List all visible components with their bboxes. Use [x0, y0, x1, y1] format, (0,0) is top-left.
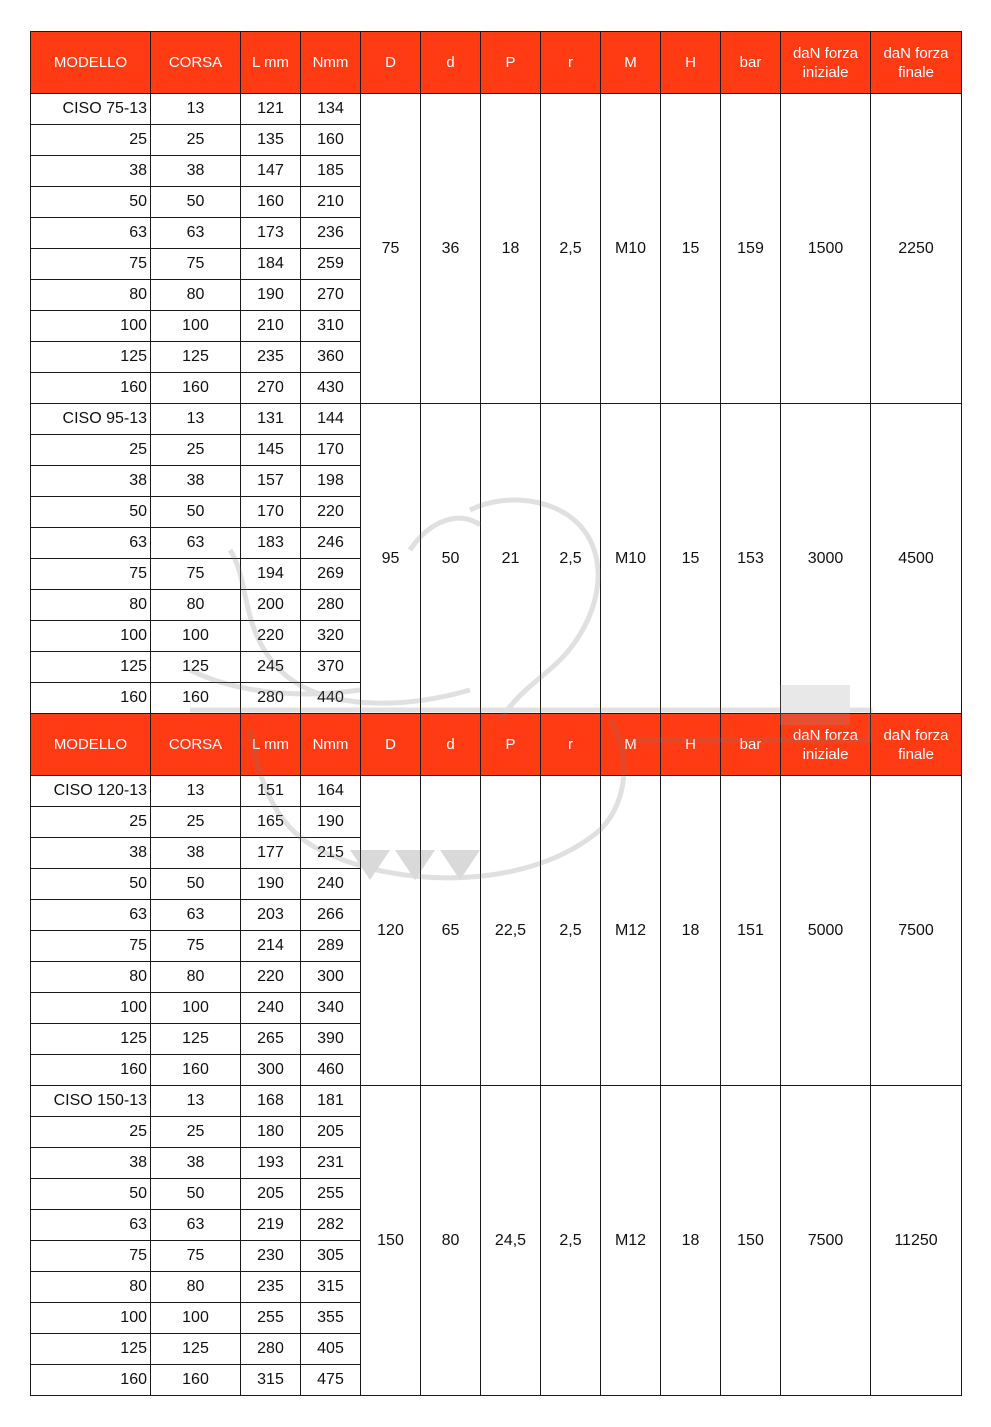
model-cell: 100: [31, 311, 151, 342]
model-cell: CISO 95-13: [31, 404, 151, 435]
l-mm-cell: 300: [241, 1055, 301, 1086]
table-row: [31, 404, 962, 435]
corsa-cell: 50: [151, 869, 241, 900]
nmm-cell: 300: [301, 962, 361, 993]
nmm-cell: 370: [301, 652, 361, 683]
table-row: [31, 94, 962, 125]
corsa-cell: 63: [151, 900, 241, 931]
l-mm-cell: 235: [241, 1272, 301, 1303]
l-mm-cell: 315: [241, 1365, 301, 1396]
corsa-cell: 50: [151, 497, 241, 528]
l-mm-cell: 183: [241, 528, 301, 559]
spec-bar: 151: [721, 776, 781, 1086]
header-col-P: P: [481, 32, 541, 94]
corsa-cell: 160: [151, 683, 241, 714]
model-cell: 125: [31, 1334, 151, 1365]
nmm-cell: 220: [301, 497, 361, 528]
spec-D: 120: [361, 776, 421, 1086]
spec-P: 18: [481, 94, 541, 404]
spec-forza-finale: 4500: [871, 404, 962, 714]
model-cell: 100: [31, 993, 151, 1024]
header-col-modello: MODELLO: [31, 714, 151, 776]
corsa-cell: 38: [151, 156, 241, 187]
header-col-forza-finale: daN forza finale: [871, 714, 962, 776]
nmm-cell: 231: [301, 1148, 361, 1179]
spec-forza-finale: 11250: [871, 1086, 962, 1396]
corsa-cell: 13: [151, 94, 241, 125]
corsa-cell: 125: [151, 342, 241, 373]
spec-M: M12: [601, 776, 661, 1086]
model-cell: 100: [31, 621, 151, 652]
nmm-cell: 269: [301, 559, 361, 590]
nmm-cell: 240: [301, 869, 361, 900]
spec-P: 21: [481, 404, 541, 714]
l-mm-cell: 160: [241, 187, 301, 218]
nmm-cell: 430: [301, 373, 361, 404]
header-col-d: d: [421, 32, 481, 94]
nmm-cell: 236: [301, 218, 361, 249]
corsa-cell: 125: [151, 1334, 241, 1365]
corsa-cell: 160: [151, 1055, 241, 1086]
model-cell: 125: [31, 1024, 151, 1055]
l-mm-cell: 190: [241, 869, 301, 900]
l-mm-cell: 220: [241, 962, 301, 993]
header-col-nmm: Nmm: [301, 32, 361, 94]
nmm-cell: 246: [301, 528, 361, 559]
model-cell: CISO 150-13: [31, 1086, 151, 1117]
nmm-cell: 181: [301, 1086, 361, 1117]
model-cell: 63: [31, 900, 151, 931]
header-col-r: r: [541, 714, 601, 776]
header-col-H: H: [661, 714, 721, 776]
corsa-cell: 25: [151, 807, 241, 838]
nmm-cell: 198: [301, 466, 361, 497]
table-row: [31, 1086, 962, 1117]
l-mm-cell: 245: [241, 652, 301, 683]
l-mm-cell: 180: [241, 1117, 301, 1148]
nmm-cell: 205: [301, 1117, 361, 1148]
l-mm-cell: 280: [241, 1334, 301, 1365]
spec-D: 95: [361, 404, 421, 714]
header-col-nmm: Nmm: [301, 714, 361, 776]
corsa-cell: 125: [151, 652, 241, 683]
l-mm-cell: 165: [241, 807, 301, 838]
corsa-cell: 75: [151, 1241, 241, 1272]
corsa-cell: 25: [151, 435, 241, 466]
spec-d: 50: [421, 404, 481, 714]
model-cell: 38: [31, 838, 151, 869]
l-mm-cell: 121: [241, 94, 301, 125]
nmm-cell: 266: [301, 900, 361, 931]
corsa-cell: 80: [151, 280, 241, 311]
spec-forza-iniziale: 7500: [781, 1086, 871, 1396]
nmm-cell: 190: [301, 807, 361, 838]
l-mm-cell: 220: [241, 621, 301, 652]
header-col-H: H: [661, 32, 721, 94]
header-row: [31, 32, 962, 94]
l-mm-cell: 210: [241, 311, 301, 342]
corsa-cell: 100: [151, 1303, 241, 1334]
model-cell: 75: [31, 559, 151, 590]
spec-H: 18: [661, 1086, 721, 1396]
header-col-D: D: [361, 32, 421, 94]
nmm-cell: 280: [301, 590, 361, 621]
nmm-cell: 320: [301, 621, 361, 652]
corsa-cell: 25: [151, 1117, 241, 1148]
spec-d: 36: [421, 94, 481, 404]
spec-H: 15: [661, 94, 721, 404]
l-mm-cell: 270: [241, 373, 301, 404]
nmm-cell: 255: [301, 1179, 361, 1210]
model-cell: CISO 120-13: [31, 776, 151, 807]
model-cell: 75: [31, 931, 151, 962]
model-cell: CISO 75-13: [31, 94, 151, 125]
corsa-cell: 80: [151, 590, 241, 621]
l-mm-cell: 193: [241, 1148, 301, 1179]
nmm-cell: 215: [301, 838, 361, 869]
spec-forza-iniziale: 3000: [781, 404, 871, 714]
corsa-cell: 160: [151, 1365, 241, 1396]
spec-bar: 150: [721, 1086, 781, 1396]
l-mm-cell: 168: [241, 1086, 301, 1117]
spec-H: 18: [661, 776, 721, 1086]
corsa-cell: 13: [151, 776, 241, 807]
header-col-P: P: [481, 714, 541, 776]
model-cell: 160: [31, 1365, 151, 1396]
model-cell: 38: [31, 156, 151, 187]
model-cell: 80: [31, 590, 151, 621]
header-col-modello: MODELLO: [31, 32, 151, 94]
model-cell: 25: [31, 435, 151, 466]
l-mm-cell: 255: [241, 1303, 301, 1334]
l-mm-cell: 230: [241, 1241, 301, 1272]
model-cell: 25: [31, 1117, 151, 1148]
nmm-cell: 390: [301, 1024, 361, 1055]
model-cell: 25: [31, 807, 151, 838]
corsa-cell: 100: [151, 311, 241, 342]
nmm-cell: 164: [301, 776, 361, 807]
corsa-cell: 100: [151, 621, 241, 652]
model-cell: 50: [31, 187, 151, 218]
corsa-cell: 38: [151, 838, 241, 869]
model-cell: 63: [31, 528, 151, 559]
model-cell: 63: [31, 1210, 151, 1241]
corsa-cell: 25: [151, 125, 241, 156]
header-col-forza-finale: daN forza finale: [871, 32, 962, 94]
nmm-cell: 282: [301, 1210, 361, 1241]
spec-d: 80: [421, 1086, 481, 1396]
nmm-cell: 310: [301, 311, 361, 342]
model-cell: 50: [31, 869, 151, 900]
header-col-forza-iniziale: daN forza iniziale: [781, 32, 871, 94]
corsa-cell: 38: [151, 1148, 241, 1179]
spec-bar: 153: [721, 404, 781, 714]
corsa-cell: 75: [151, 931, 241, 962]
spec-d: 65: [421, 776, 481, 1086]
header-row: [31, 714, 962, 776]
spec-r: 2,5: [541, 776, 601, 1086]
spec-r: 2,5: [541, 94, 601, 404]
nmm-cell: 440: [301, 683, 361, 714]
model-cell: 38: [31, 1148, 151, 1179]
spec-forza-iniziale: 1500: [781, 94, 871, 404]
header-col-d: d: [421, 714, 481, 776]
header-col-forza-iniziale: daN forza iniziale: [781, 714, 871, 776]
l-mm-cell: 135: [241, 125, 301, 156]
spec-P: 24,5: [481, 1086, 541, 1396]
spec-M: M12: [601, 1086, 661, 1396]
nmm-cell: 355: [301, 1303, 361, 1334]
corsa-cell: 50: [151, 187, 241, 218]
corsa-cell: 63: [151, 1210, 241, 1241]
corsa-cell: 13: [151, 404, 241, 435]
spec-forza-finale: 2250: [871, 94, 962, 404]
l-mm-cell: 190: [241, 280, 301, 311]
l-mm-cell: 131: [241, 404, 301, 435]
spec-table: [30, 31, 962, 1396]
l-mm-cell: 184: [241, 249, 301, 280]
spec-P: 22,5: [481, 776, 541, 1086]
corsa-cell: 63: [151, 218, 241, 249]
spec-M: M10: [601, 404, 661, 714]
spec-forza-iniziale: 5000: [781, 776, 871, 1086]
corsa-cell: 50: [151, 1179, 241, 1210]
corsa-cell: 80: [151, 962, 241, 993]
nmm-cell: 210: [301, 187, 361, 218]
spec-r: 2,5: [541, 404, 601, 714]
l-mm-cell: 194: [241, 559, 301, 590]
nmm-cell: 460: [301, 1055, 361, 1086]
l-mm-cell: 240: [241, 993, 301, 1024]
nmm-cell: 170: [301, 435, 361, 466]
header-col-M: M: [601, 714, 661, 776]
l-mm-cell: 145: [241, 435, 301, 466]
nmm-cell: 405: [301, 1334, 361, 1365]
spec-bar: 159: [721, 94, 781, 404]
model-cell: 125: [31, 342, 151, 373]
spec-M: M10: [601, 94, 661, 404]
l-mm-cell: 173: [241, 218, 301, 249]
spec-H: 15: [661, 404, 721, 714]
nmm-cell: 340: [301, 993, 361, 1024]
model-cell: 80: [31, 962, 151, 993]
model-cell: 63: [31, 218, 151, 249]
l-mm-cell: 235: [241, 342, 301, 373]
corsa-cell: 38: [151, 466, 241, 497]
spec-forza-finale: 7500: [871, 776, 962, 1086]
nmm-cell: 144: [301, 404, 361, 435]
spec-table-body: [31, 32, 962, 1396]
corsa-cell: 160: [151, 373, 241, 404]
l-mm-cell: 147: [241, 156, 301, 187]
model-cell: 25: [31, 125, 151, 156]
nmm-cell: 360: [301, 342, 361, 373]
model-cell: 75: [31, 249, 151, 280]
header-col-l-mm: L mm: [241, 714, 301, 776]
header-col-D: D: [361, 714, 421, 776]
nmm-cell: 259: [301, 249, 361, 280]
model-cell: 100: [31, 1303, 151, 1334]
nmm-cell: 185: [301, 156, 361, 187]
corsa-cell: 125: [151, 1024, 241, 1055]
corsa-cell: 63: [151, 528, 241, 559]
nmm-cell: 270: [301, 280, 361, 311]
model-cell: 50: [31, 1179, 151, 1210]
l-mm-cell: 205: [241, 1179, 301, 1210]
l-mm-cell: 200: [241, 590, 301, 621]
model-cell: 80: [31, 1272, 151, 1303]
l-mm-cell: 177: [241, 838, 301, 869]
l-mm-cell: 265: [241, 1024, 301, 1055]
l-mm-cell: 157: [241, 466, 301, 497]
spec-D: 75: [361, 94, 421, 404]
nmm-cell: 289: [301, 931, 361, 962]
l-mm-cell: 214: [241, 931, 301, 962]
model-cell: 160: [31, 373, 151, 404]
nmm-cell: 315: [301, 1272, 361, 1303]
model-cell: 38: [31, 466, 151, 497]
header-col-corsa: CORSA: [151, 714, 241, 776]
corsa-cell: 13: [151, 1086, 241, 1117]
l-mm-cell: 219: [241, 1210, 301, 1241]
nmm-cell: 160: [301, 125, 361, 156]
nmm-cell: 475: [301, 1365, 361, 1396]
model-cell: 80: [31, 280, 151, 311]
corsa-cell: 80: [151, 1272, 241, 1303]
l-mm-cell: 280: [241, 683, 301, 714]
header-col-corsa: CORSA: [151, 32, 241, 94]
header-col-r: r: [541, 32, 601, 94]
table-row: [31, 776, 962, 807]
l-mm-cell: 151: [241, 776, 301, 807]
l-mm-cell: 170: [241, 497, 301, 528]
model-cell: 160: [31, 1055, 151, 1086]
nmm-cell: 305: [301, 1241, 361, 1272]
l-mm-cell: 203: [241, 900, 301, 931]
spec-D: 150: [361, 1086, 421, 1396]
model-cell: 50: [31, 497, 151, 528]
header-col-bar: bar: [721, 714, 781, 776]
corsa-cell: 100: [151, 993, 241, 1024]
model-cell: 75: [31, 1241, 151, 1272]
corsa-cell: 75: [151, 559, 241, 590]
header-col-M: M: [601, 32, 661, 94]
nmm-cell: 134: [301, 94, 361, 125]
corsa-cell: 75: [151, 249, 241, 280]
header-col-l-mm: L mm: [241, 32, 301, 94]
spec-r: 2,5: [541, 1086, 601, 1396]
model-cell: 160: [31, 683, 151, 714]
model-cell: 125: [31, 652, 151, 683]
header-col-bar: bar: [721, 32, 781, 94]
